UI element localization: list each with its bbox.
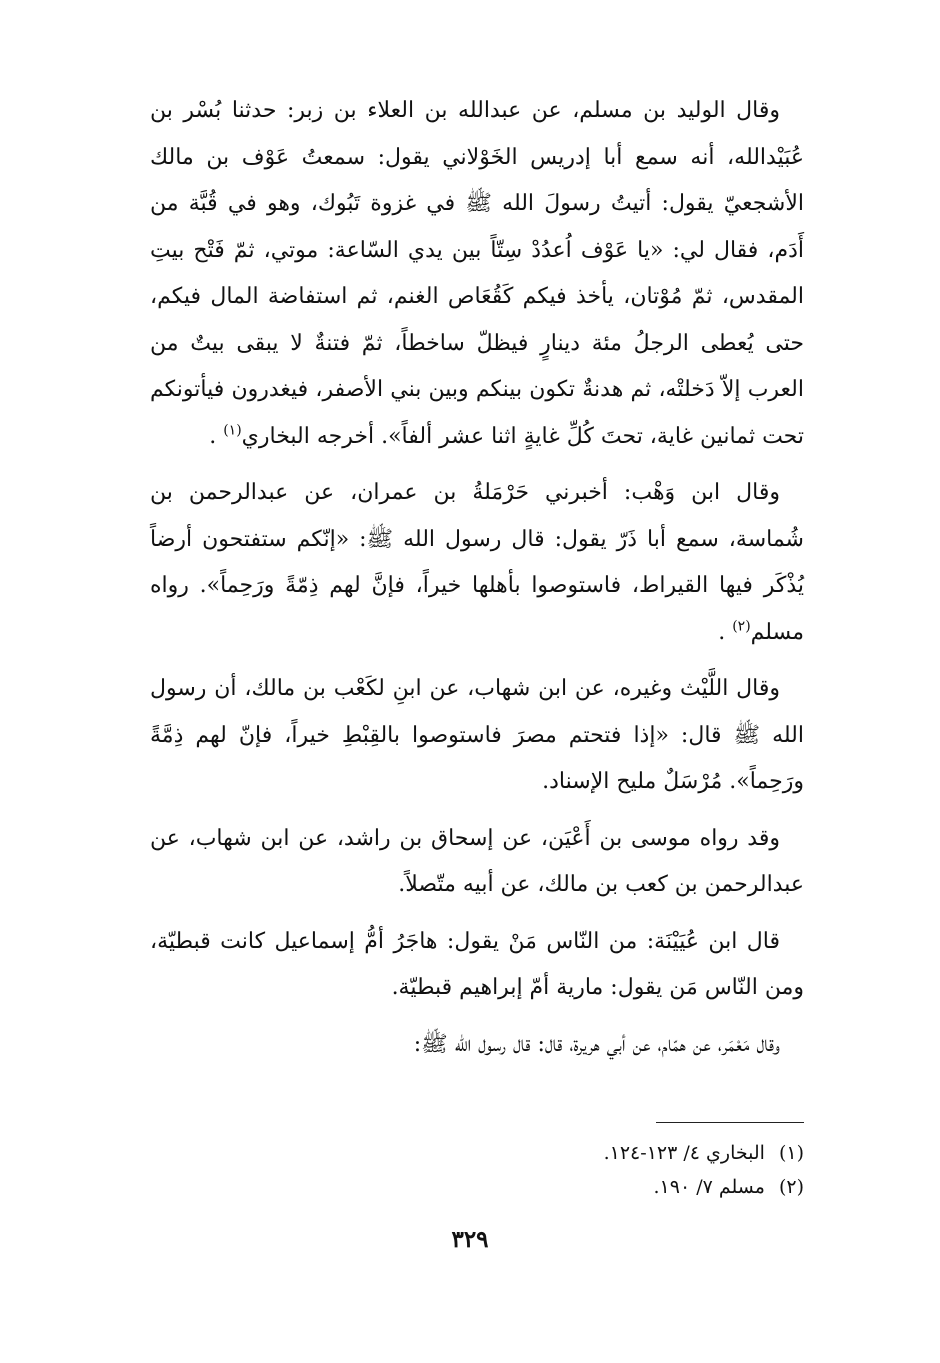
footnote-number: (٢) [778, 1176, 804, 1198]
footnote-number: (١) [778, 1142, 804, 1164]
paragraph-6 [150, 1022, 804, 1069]
paragraph-5 [150, 919, 804, 1012]
paragraph-tail: . [718, 619, 733, 645]
paragraph-tail: . [209, 423, 224, 449]
paragraph-1 [150, 88, 804, 460]
paragraph-text: وقال الوليد بن مسلم، عن عبدالله بن العلاء بن زبر: حدثنا بُسْر بن عُبَيْدالله، أنه سمع أبا إدريس الخَوْلاني يقول: سمعتُ عَوْف بن مالك الأشجعيّ يقول: أتيتُ رسولَ الله ﷺ في غزوة تَبُوك، وهو في قُبَّة من أَدَم، فقال لي: «يا عَوْف اُعدُدْ سِتّاً بين يدي السّاعة: موتي، ثمّ فَتْح بيتِ المقدس، ثمّ مُوْتان، يأخذ فيكم كَقُعَاص الغنم، ثم استفاضة المال فيكم، حتى يُعطى الرجلُ مئة دينارٍ فيظلّ ساخطاً، ثمّ فتنةٌ لا يبقى بيتٌ من العرب إلاّ دَخلتْه، ثم هدنةٌ تكون بينكم وبين بني الأصفر، فيغدرون فيأتونكم تحت ثمانين غاية، تحتَ كُلِّ غايةٍ اثنا عشر ألفاً». أخرجه البخاري [150, 98, 804, 449]
footnote-1 [154, 1136, 804, 1170]
paragraph-text: قال ابن عُيَيْنَة: من النّاس مَنْ يقول: هاجَرُ أمُّ إسماعيل كانت قبطيّة، ومن النّاس مَن يقول: مارية أمّ إبراهيم قبطيّة. [150, 928, 804, 1000]
page-number: ٣٢٩ [451, 1226, 489, 1253]
footnote-ref-1[interactable]: (١) [223, 422, 242, 439]
main-text [150, 88, 804, 1078]
paragraph-text: وقد رواه موسى بن أَعْيَن، عن إسحاق بن راشد، عن ابن شهاب، عن عبدالرحمن بن كعب بن مالك، عن أبيه متّصلاً. [150, 825, 804, 897]
footnote-2 [154, 1170, 804, 1204]
paragraph-text: وقال ابن وَهْب: أخبرني حَرْمَلةُ بن عمران، عن عبدالرحمن بن شُماسة، سمع أبا ذَرّ يقول: قال رسول الله ﷺ: «إنّكم ستفتحون أرضاً يُذْكَر فيها القيراط، فاستوصوا بأهلها خيراً، فإنَّ لهم ذِمّةً ورَحِماً». رواه مسلم [150, 480, 804, 645]
paragraph-3 [150, 666, 804, 806]
paragraph-text: وقال اللَّيْث وغيره، عن ابن شهاب، عن ابنِ لكَعْب بن مالك، أن رسول الله ﷺ قال: «إذا فتحتم مصرَ فاستوصوا بالقِبْطِ خيراً، فإنّ لهم ذِمَّةً ورَحِماً». مُرْسَلٌ مليح الإسناد. [150, 676, 804, 794]
footnote-ref-2[interactable]: (٢) [732, 618, 751, 635]
paragraph-2 [150, 470, 804, 656]
paragraph-text: وقال مَعْمَر، عن همّام، عن أبي هريرة، قال: قال رسول الله ﷺ: [413, 1031, 780, 1057]
footnote-text: مسلم ٧/ ١٩٠. [653, 1176, 765, 1198]
footnotes [154, 1136, 804, 1204]
footnote-text: البخاري ٤/ ١٢٣-١٢٤. [603, 1142, 765, 1164]
paragraph-4 [150, 816, 804, 909]
footnote-divider [656, 1122, 804, 1123]
